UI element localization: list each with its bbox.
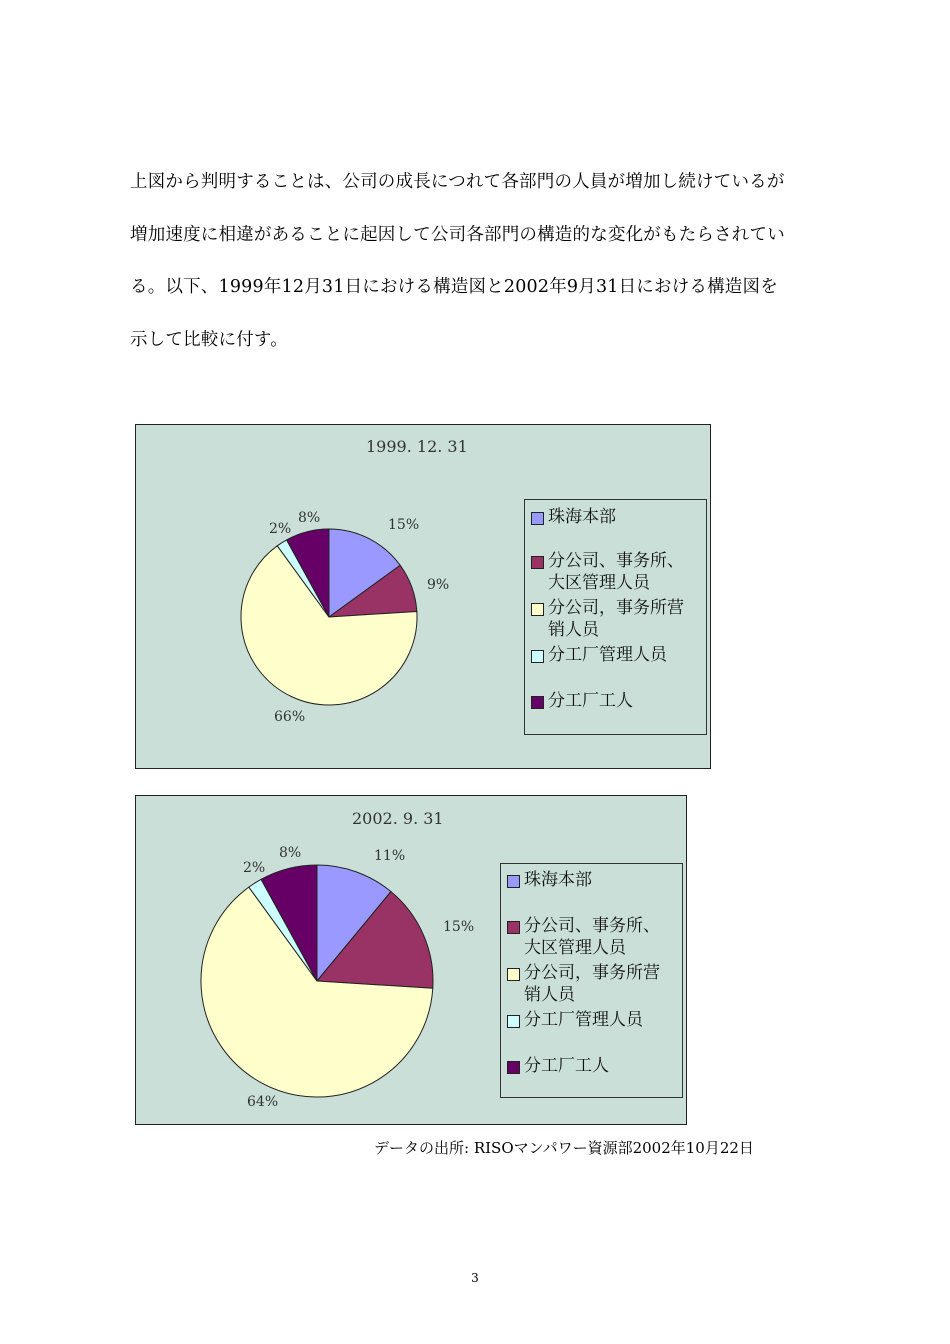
slice-label: 15% xyxy=(443,919,475,935)
legend-item xyxy=(531,644,667,666)
legend-item xyxy=(531,690,633,712)
legend-swatch xyxy=(507,1061,520,1074)
legend-label: 分工厂管理人员 xyxy=(548,645,667,665)
slice-label: 2% xyxy=(243,860,266,876)
slice-label: 66% xyxy=(274,709,306,725)
legend-label: 分公司、事务所、 大区管理人员 xyxy=(548,551,684,593)
paragraph-line: る。以下、1999年12月31日における構造図と2002年9月31日における構造図を xyxy=(130,277,778,297)
legend-swatch xyxy=(531,512,544,525)
legend-item xyxy=(531,597,684,641)
page-number: 3 xyxy=(471,1271,479,1285)
chart-title: 1999. 12. 31 xyxy=(366,437,468,456)
legend-label: 珠海本部 xyxy=(524,870,592,890)
legend-label: 分公司，事务所营 销人员 xyxy=(548,598,684,640)
slice-label: 2% xyxy=(269,521,292,537)
paragraph-line: 上図から判明することは、公司の成長につれて各部門の人員が増加し続けているが xyxy=(130,172,785,192)
legend-item xyxy=(507,869,592,891)
legend-label: 分工厂工人 xyxy=(524,1056,609,1076)
legend-label: 分工厂工人 xyxy=(548,691,633,711)
legend-item xyxy=(507,1055,609,1077)
source-note: データの出所: RISOマンパワー資源部2002年10月22日 xyxy=(374,1139,754,1157)
pie-chart-1999 xyxy=(135,424,711,769)
legend-item xyxy=(507,962,660,1006)
legend-item xyxy=(507,1009,643,1031)
slice-label: 9% xyxy=(427,577,450,593)
body-paragraph xyxy=(130,156,850,366)
legend-label: 分公司、事务所、 大区管理人员 xyxy=(524,916,660,958)
paragraph-line: 示して比較に付す。 xyxy=(130,329,288,350)
legend-swatch xyxy=(507,968,520,981)
slice-label: 8% xyxy=(279,845,302,861)
chart-title: 2002. 9. 31 xyxy=(352,809,444,828)
legend-swatch xyxy=(531,556,544,569)
legend-label: 分公司，事务所营 销人员 xyxy=(524,963,660,1005)
chart-legend xyxy=(500,863,683,1098)
legend-item xyxy=(507,915,660,959)
legend-item xyxy=(531,506,616,528)
slice-label: 8% xyxy=(298,510,321,526)
legend-swatch xyxy=(531,603,544,616)
pie-chart-2002 xyxy=(135,795,687,1125)
legend-swatch xyxy=(507,1015,520,1028)
chart-legend xyxy=(524,499,707,735)
legend-swatch xyxy=(531,650,544,663)
slice-label: 15% xyxy=(388,517,420,533)
slice-label: 11% xyxy=(374,848,406,864)
legend-label: 珠海本部 xyxy=(548,507,616,527)
legend-label: 分工厂管理人员 xyxy=(524,1010,643,1030)
legend-swatch xyxy=(507,921,520,934)
paragraph-line: 増加速度に相違があることに起因して公司各部門の構造的な変化がもたらされてい xyxy=(130,224,785,245)
legend-swatch xyxy=(507,875,520,888)
legend-item xyxy=(531,550,684,594)
slice-label: 64% xyxy=(247,1094,279,1110)
legend-swatch xyxy=(531,696,544,709)
